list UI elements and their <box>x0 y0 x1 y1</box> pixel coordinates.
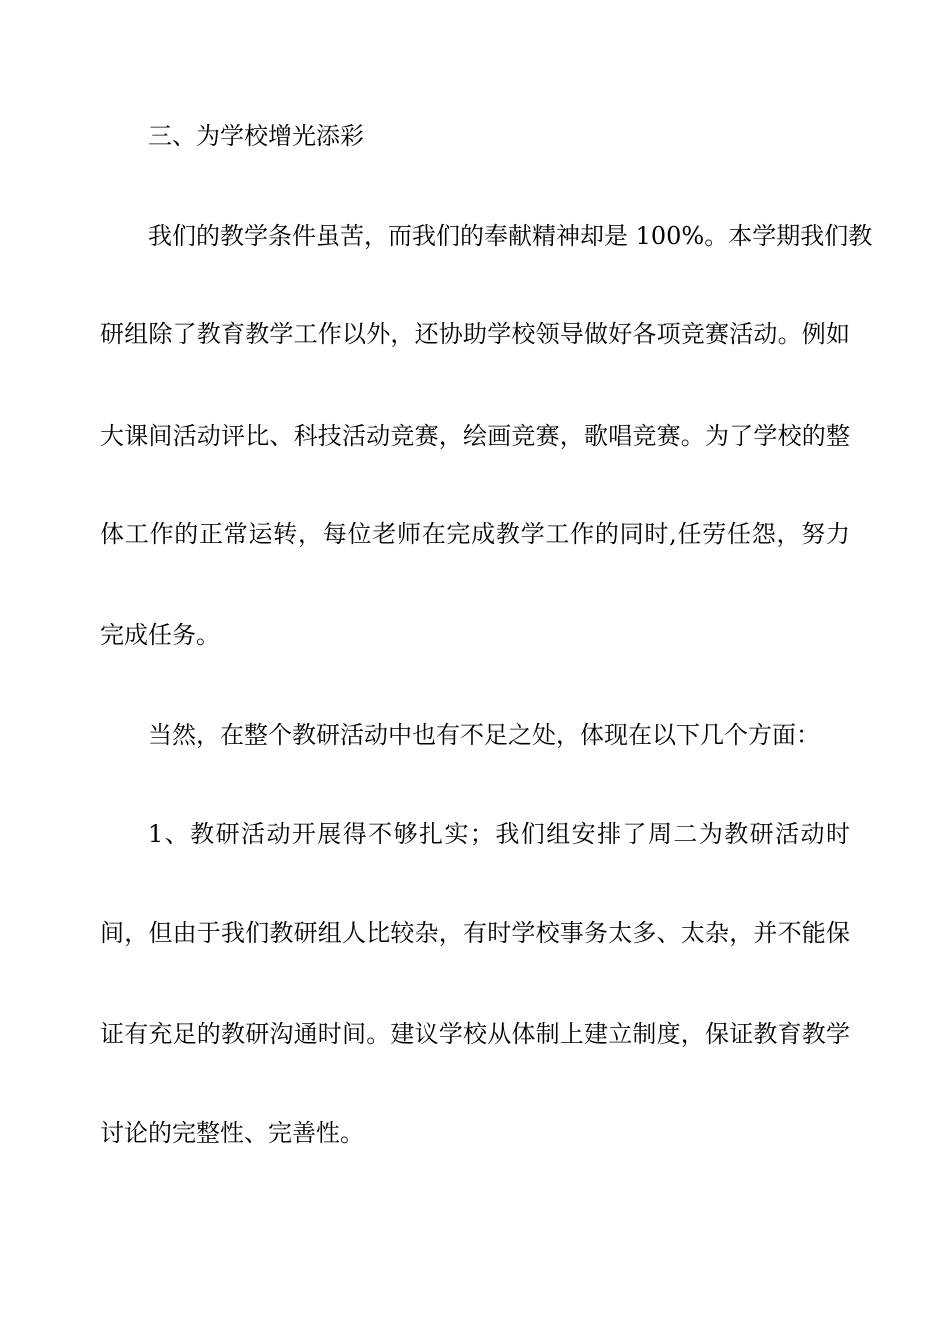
paragraph-1-line-4: 体工作的正常运转，每位老师在完成教学工作的同时,任劳任怨，努力 <box>100 520 850 548</box>
paragraph-3-line-4: 讨论的完整性、完善性。 <box>100 1119 364 1147</box>
paragraph-1-line-1: 我们的教学条件虽苦，而我们的奉献精神却是 100%。本学期我们教 <box>148 222 873 250</box>
paragraph-3-line-1: 1、教研活动开展得不够扎实；我们组安排了周二为教研活动时 <box>148 820 850 848</box>
paragraph-1-line-2: 研组除了教育教学工作以外，还协助学校领导做好各项竞赛活动。例如 <box>100 320 850 348</box>
section-heading: 三、为学校增光添彩 <box>148 122 364 150</box>
paragraph-1-line-3: 大课间活动评比、科技活动竞赛，绘画竞赛，歌唱竞赛。为了学校的整 <box>100 422 850 450</box>
paragraph-3-line-3: 证有充足的教研沟通时间。建议学校从体制上建立制度，保证教育教学 <box>100 1020 850 1048</box>
paragraph-2-line-1: 当然，在整个教研活动中也有不足之处，体现在以下几个方面： <box>148 721 820 749</box>
paragraph-1-line-5: 完成任务。 <box>100 621 220 649</box>
paragraph-3-line-2: 间，但由于我们教研组人比较杂，有时学校事务太多、太杂，并不能保 <box>100 919 850 947</box>
